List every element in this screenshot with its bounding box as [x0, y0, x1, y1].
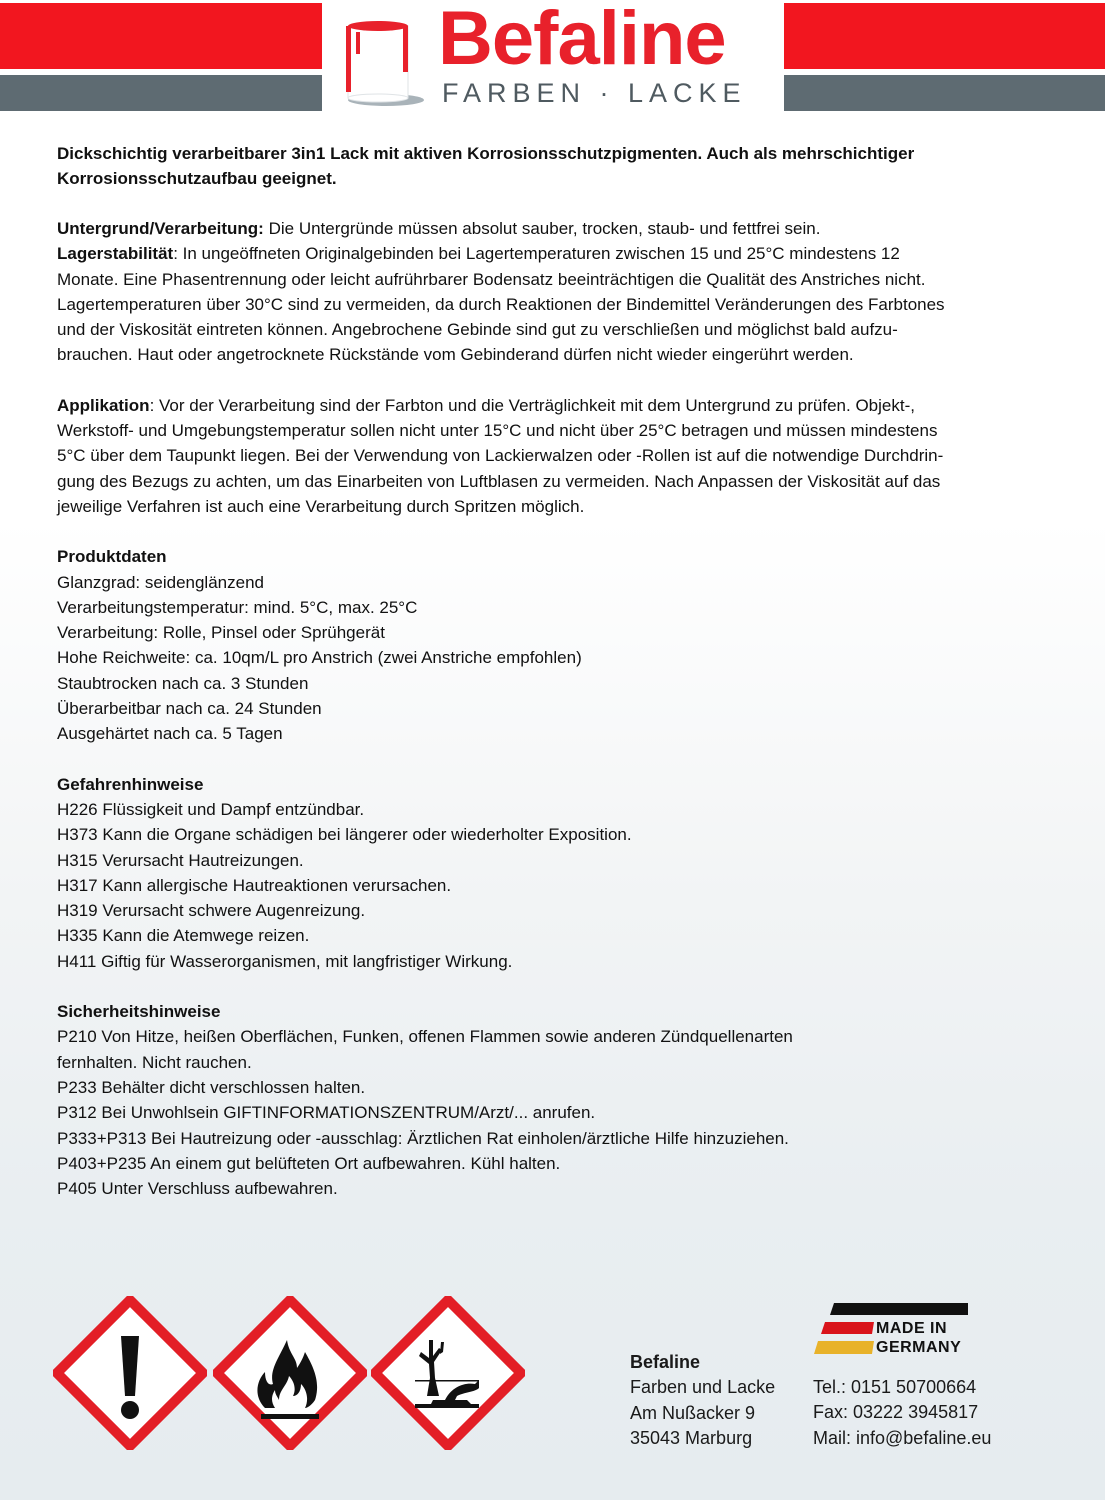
lager-label: Lagerstabilität [57, 244, 174, 264]
lager-text-line: und der Viskosität eintreten können. Angebrochene Gebinde sind gut zu verschließen und möglichst bald aufzu- [57, 320, 898, 340]
sicherheit-title: Sicherheitshinweise [57, 1002, 221, 1022]
gefahren-title: Gefahrenhinweise [57, 774, 204, 794]
lager-text-line: Monate. Eine Phasentrennung oder leicht aufrührbarer Bodensatz beeinträchtigen die Qualität des Anstriches nicht. [57, 269, 926, 289]
intro-text: Dickschichtig verarbeitbarer 3in1 Lack mit aktiven Korrosionsschutzpigmenten. Auch als mehrschichtiger Korrosionsschutzaufbau geeignet. [57, 144, 915, 188]
header-banner [0, 0, 1105, 112]
address-line: 35043 Marburg [630, 1427, 753, 1448]
document-body [57, 141, 1072, 1226]
produktdaten-item: Staubtrocken nach ca. 3 Stunden [57, 673, 309, 693]
precaution-statement: P233 Behälter dicht verschlossen halten. [57, 1077, 366, 1097]
made-in-text: MADE IN [876, 1320, 948, 1337]
paint-can-icon [338, 14, 428, 108]
email-address[interactable]: Mail: info@befaline.eu [813, 1427, 992, 1448]
hazard-statement: H373 Kann die Organe schädigen bei längerer oder wiederholter Exposition. [57, 825, 632, 845]
red-band-left [0, 3, 322, 69]
brand-logo [322, 0, 784, 112]
precaution-statement: P405 Unter Verschluss aufbewahren. [57, 1179, 338, 1199]
contact-info [813, 1375, 991, 1451]
hazard-statement: H335 Kann die Atemwege reizen. [57, 926, 310, 946]
made-in-germany-badge [814, 1303, 970, 1359]
untergrund-label: Untergrund/Verarbeitung: [57, 219, 264, 238]
hazard-statement: H411 Giftig für Wasserorganismen, mit langfristiger Wirkung. [57, 951, 513, 971]
environment-hazard-icon [371, 1296, 525, 1450]
applikation-text-line: gung des Bezugs zu achten, um das Einarbeiten von Luftblasen zu vermeiden. Nach Anpassen der Viskosität auf das [57, 471, 941, 491]
gray-band-left [0, 75, 322, 111]
produktdaten-item: Überarbeitbar nach ca. 24 Stunden [57, 699, 322, 719]
section-sicherheitshinweise [57, 999, 1072, 1201]
hazard-statement: H226 Flüssigkeit und Dampf entzündbar. [57, 799, 365, 819]
phone-number: Tel.: 0151 50700664 [813, 1377, 977, 1397]
hazard-statement: H315 Verursacht Hautreizungen. [57, 850, 304, 870]
red-band-right [784, 3, 1105, 69]
precaution-statement: P312 Bei Unwohlsein GIFTINFORMATIONSZENTRUM/Arzt/... anrufen. [57, 1103, 596, 1123]
brand-name: Befaline [438, 0, 726, 81]
precaution-statement: fernhalten. Nicht rauchen. [57, 1052, 252, 1072]
lager-text-line: Lagertemperaturen über 30°C sind zu vermeiden, da durch Reaktionen der Bindemittel Veränderungen des Farbtones [57, 294, 945, 314]
exclamation-mark-icon [53, 1296, 207, 1450]
section-untergrund-lager [57, 216, 1072, 368]
produktdaten-item: Hohe Reichweite: ca. 10qm/L pro Anstrich (zwei Anstriche empfohlen) [57, 648, 582, 668]
brand-tagline: FARBEN · LACKE [442, 78, 747, 108]
produktdaten-title: Produktdaten [57, 547, 167, 567]
lager-text-line: : In ungeöffneten Originalgebinden bei Lagertemperaturen zwischen 15 und 25°C mindestens 12 [173, 244, 900, 264]
produktdaten-item: Glanzgrad: seidenglänzend [57, 572, 264, 592]
hazard-statement: H319 Verursacht schwere Augenreizung. [57, 901, 366, 921]
applikation-text-line: jeweilige Verfahren ist auch eine Verarbeitung durch Spritzen möglich. [57, 496, 585, 516]
applikation-text-line: 5°C über dem Taupunkt liegen. Bei der Verwendung von Lackierwalzen oder -Rollen ist auf die notwendige Durchdrin- [57, 446, 944, 466]
hazard-statement: H317 Kann allergische Hautreaktionen verursachen. [57, 875, 452, 895]
address-line: Farben und Lacke [630, 1377, 776, 1398]
applikation-label: Applikation [57, 395, 150, 415]
lager-text-line: brauchen. Haut oder angetrocknete Rückstände vom Gebinderand dürfen nicht wieder eingerührt werden. [57, 345, 854, 365]
fax-number: Fax: 03222 3945817 [813, 1402, 979, 1423]
precaution-statement: P210 Von Hitze, heißen Oberflächen, Funken, offenen Flammen sowie anderen Zündquellenarten [57, 1027, 793, 1047]
company-name: Befaline [630, 1352, 701, 1372]
company-address [630, 1350, 775, 1451]
section-produktdaten [57, 544, 1072, 746]
applikation-text-line: Werkstoff- und Umgebungstemperatur sollen nicht unter 15°C und nicht über 25°C betragen und müssen mindestens [57, 421, 938, 441]
untergrund-text: Die Untergründe müssen absolut sauber, trocken, staub- und fettfrei sein. [263, 219, 821, 238]
applikation-text-line: : Vor der Verarbeitung sind der Farbton und die Verträglichkeit mit dem Untergrund zu prüfen. Objekt-, [149, 395, 915, 415]
produktdaten-item: Ausgehärtet nach ca. 5 Tagen [57, 724, 283, 744]
germany-text: GERMANY [876, 1339, 962, 1356]
address-line: Am Nußacker 9 [630, 1402, 756, 1423]
precaution-statement: P403+P235 An einem gut belüfteten Ort aufbewahren. Kühl halten. [57, 1153, 561, 1173]
section-gefahrenhinweise [57, 772, 1072, 974]
produktdaten-item: Verarbeitungstemperatur: mind. 5°C, max. 25°C [57, 597, 418, 617]
section-applikation [57, 393, 1072, 519]
flame-icon [213, 1296, 367, 1450]
produktdaten-item: Verarbeitung: Rolle, Pinsel oder Sprühgerät [57, 623, 385, 643]
precaution-statement: P333+P313 Bei Hautreizung oder -ausschlag: Ärztlichen Rat einholen/ärztliche Hilfe hinzuziehen. [57, 1128, 789, 1148]
gray-band-right [784, 75, 1105, 111]
